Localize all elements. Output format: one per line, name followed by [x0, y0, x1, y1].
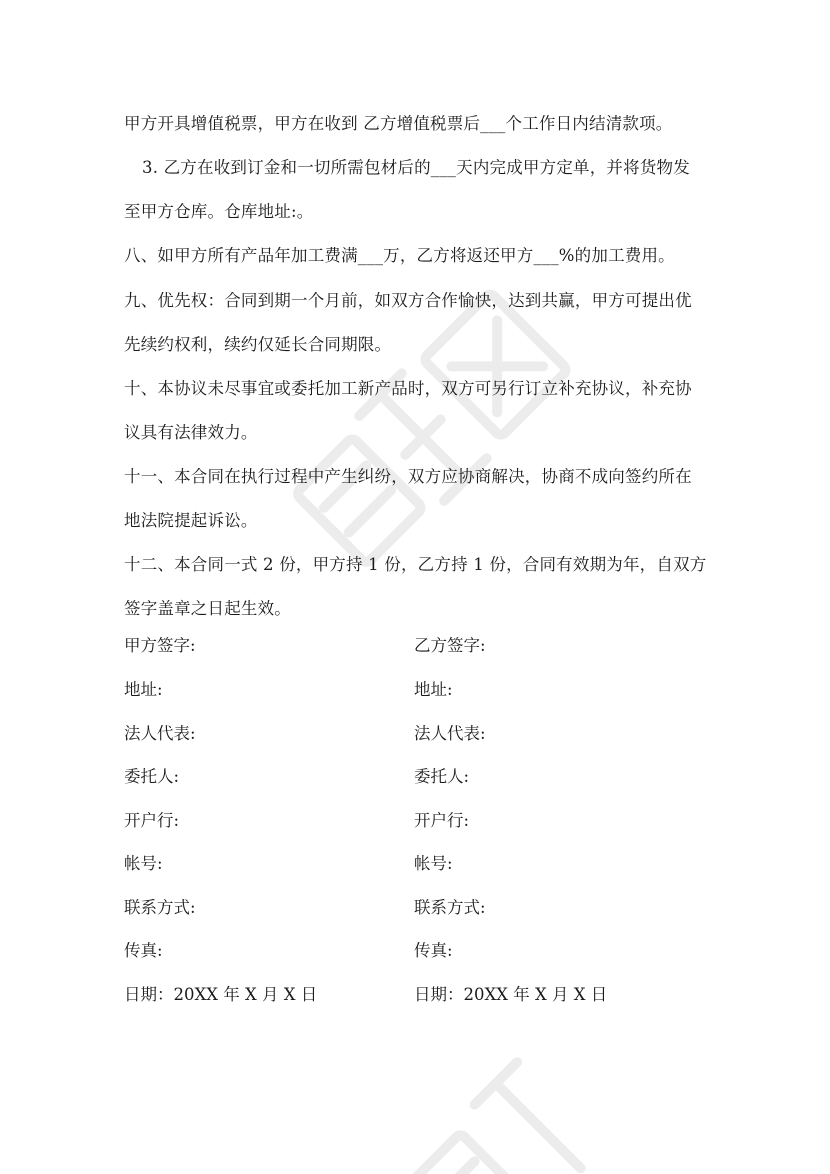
- party-b-address-label: 地址:: [414, 680, 453, 699]
- text-line: 签字盖章之日起生效。: [124, 599, 291, 618]
- text-line: 甲方开具增值税票，甲方在收到 乙方增值税票后___个工作日内结清款项。: [124, 114, 673, 133]
- party-b-fax-label: 传真:: [414, 941, 453, 960]
- signature-row-address: [124, 675, 704, 705]
- party-b-signature-label: 乙方签字:: [414, 636, 486, 655]
- text-line: 十、本协议未尽事宜或委托加工新产品时，双方可另行订立补充协议，补充协: [124, 379, 692, 398]
- clause-ten-supplement: [124, 367, 704, 455]
- text-line: 地法院提起诉讼。: [124, 511, 258, 530]
- clause-delivery: [124, 146, 704, 234]
- party-a-account-label: 帐号:: [124, 854, 163, 873]
- signature-row-contact: [124, 893, 704, 923]
- text-line: 至甲方仓库。仓库地址:。: [124, 202, 314, 221]
- signature-row-sign: [124, 631, 704, 661]
- text-line: 十二、本合同一式 2 份，甲方持 1 份，乙方持 1 份，合同有效期为年，自双方: [124, 555, 707, 574]
- watermark-logo-bottom: [360, 1040, 660, 1174]
- party-a-bank-label: 开户行:: [124, 811, 180, 830]
- party-b-contact-label: 联系方式:: [414, 898, 486, 917]
- text-line: 九、优先权：合同到期一个月前，如双方合作愉快，达到共赢，甲方可提出优: [124, 291, 692, 310]
- party-a-fax-label: 传真:: [124, 941, 163, 960]
- text-line: 十一、本合同在执行过程中产生纠纷，双方应协商解决，协商不成向签约所在: [124, 467, 692, 486]
- signature-row-bank: [124, 806, 704, 836]
- party-a-agent-label: 委托人:: [124, 767, 180, 786]
- clause-nine-priority: [124, 279, 704, 367]
- signature-row-account: [124, 849, 704, 879]
- clause-twelve-copies: [124, 543, 707, 631]
- clause-payment: [124, 102, 704, 146]
- party-a-legal-rep-label: 法人代表:: [124, 724, 196, 743]
- party-b-bank-label: 开户行:: [414, 811, 470, 830]
- clause-eight-rebate: [124, 234, 704, 278]
- text-line: 3. 乙方在收到订金和一切所需包材后的___天内完成甲方定单，并将货物发: [142, 158, 690, 177]
- party-b-agent-label: 委托人:: [414, 767, 470, 786]
- text-line: 八、如甲方所有产品年加工费满___万，乙方将返还甲方___%的加工费用。: [124, 246, 675, 265]
- party-b-account-label: 帐号:: [414, 854, 453, 873]
- party-a-date-label: 日期：20XX 年 X 月 X 日: [124, 985, 318, 1004]
- signature-row-agent: [124, 762, 704, 792]
- signature-row-date: [124, 980, 704, 1010]
- party-b-legal-rep-label: 法人代表:: [414, 724, 486, 743]
- clause-eleven-dispute: [124, 455, 704, 543]
- text-line: 先续约权利，续约仅延长合同期限。: [124, 335, 392, 354]
- signature-row-legal-rep: [124, 719, 704, 749]
- party-a-address-label: 地址:: [124, 680, 163, 699]
- party-a-contact-label: 联系方式:: [124, 898, 196, 917]
- party-a-signature-label: 甲方签字:: [124, 636, 196, 655]
- party-b-date-label: 日期：20XX 年 X 月 X 日: [414, 985, 608, 1004]
- signature-row-fax: [124, 936, 704, 966]
- text-line: 议具有法律效力。: [124, 423, 258, 442]
